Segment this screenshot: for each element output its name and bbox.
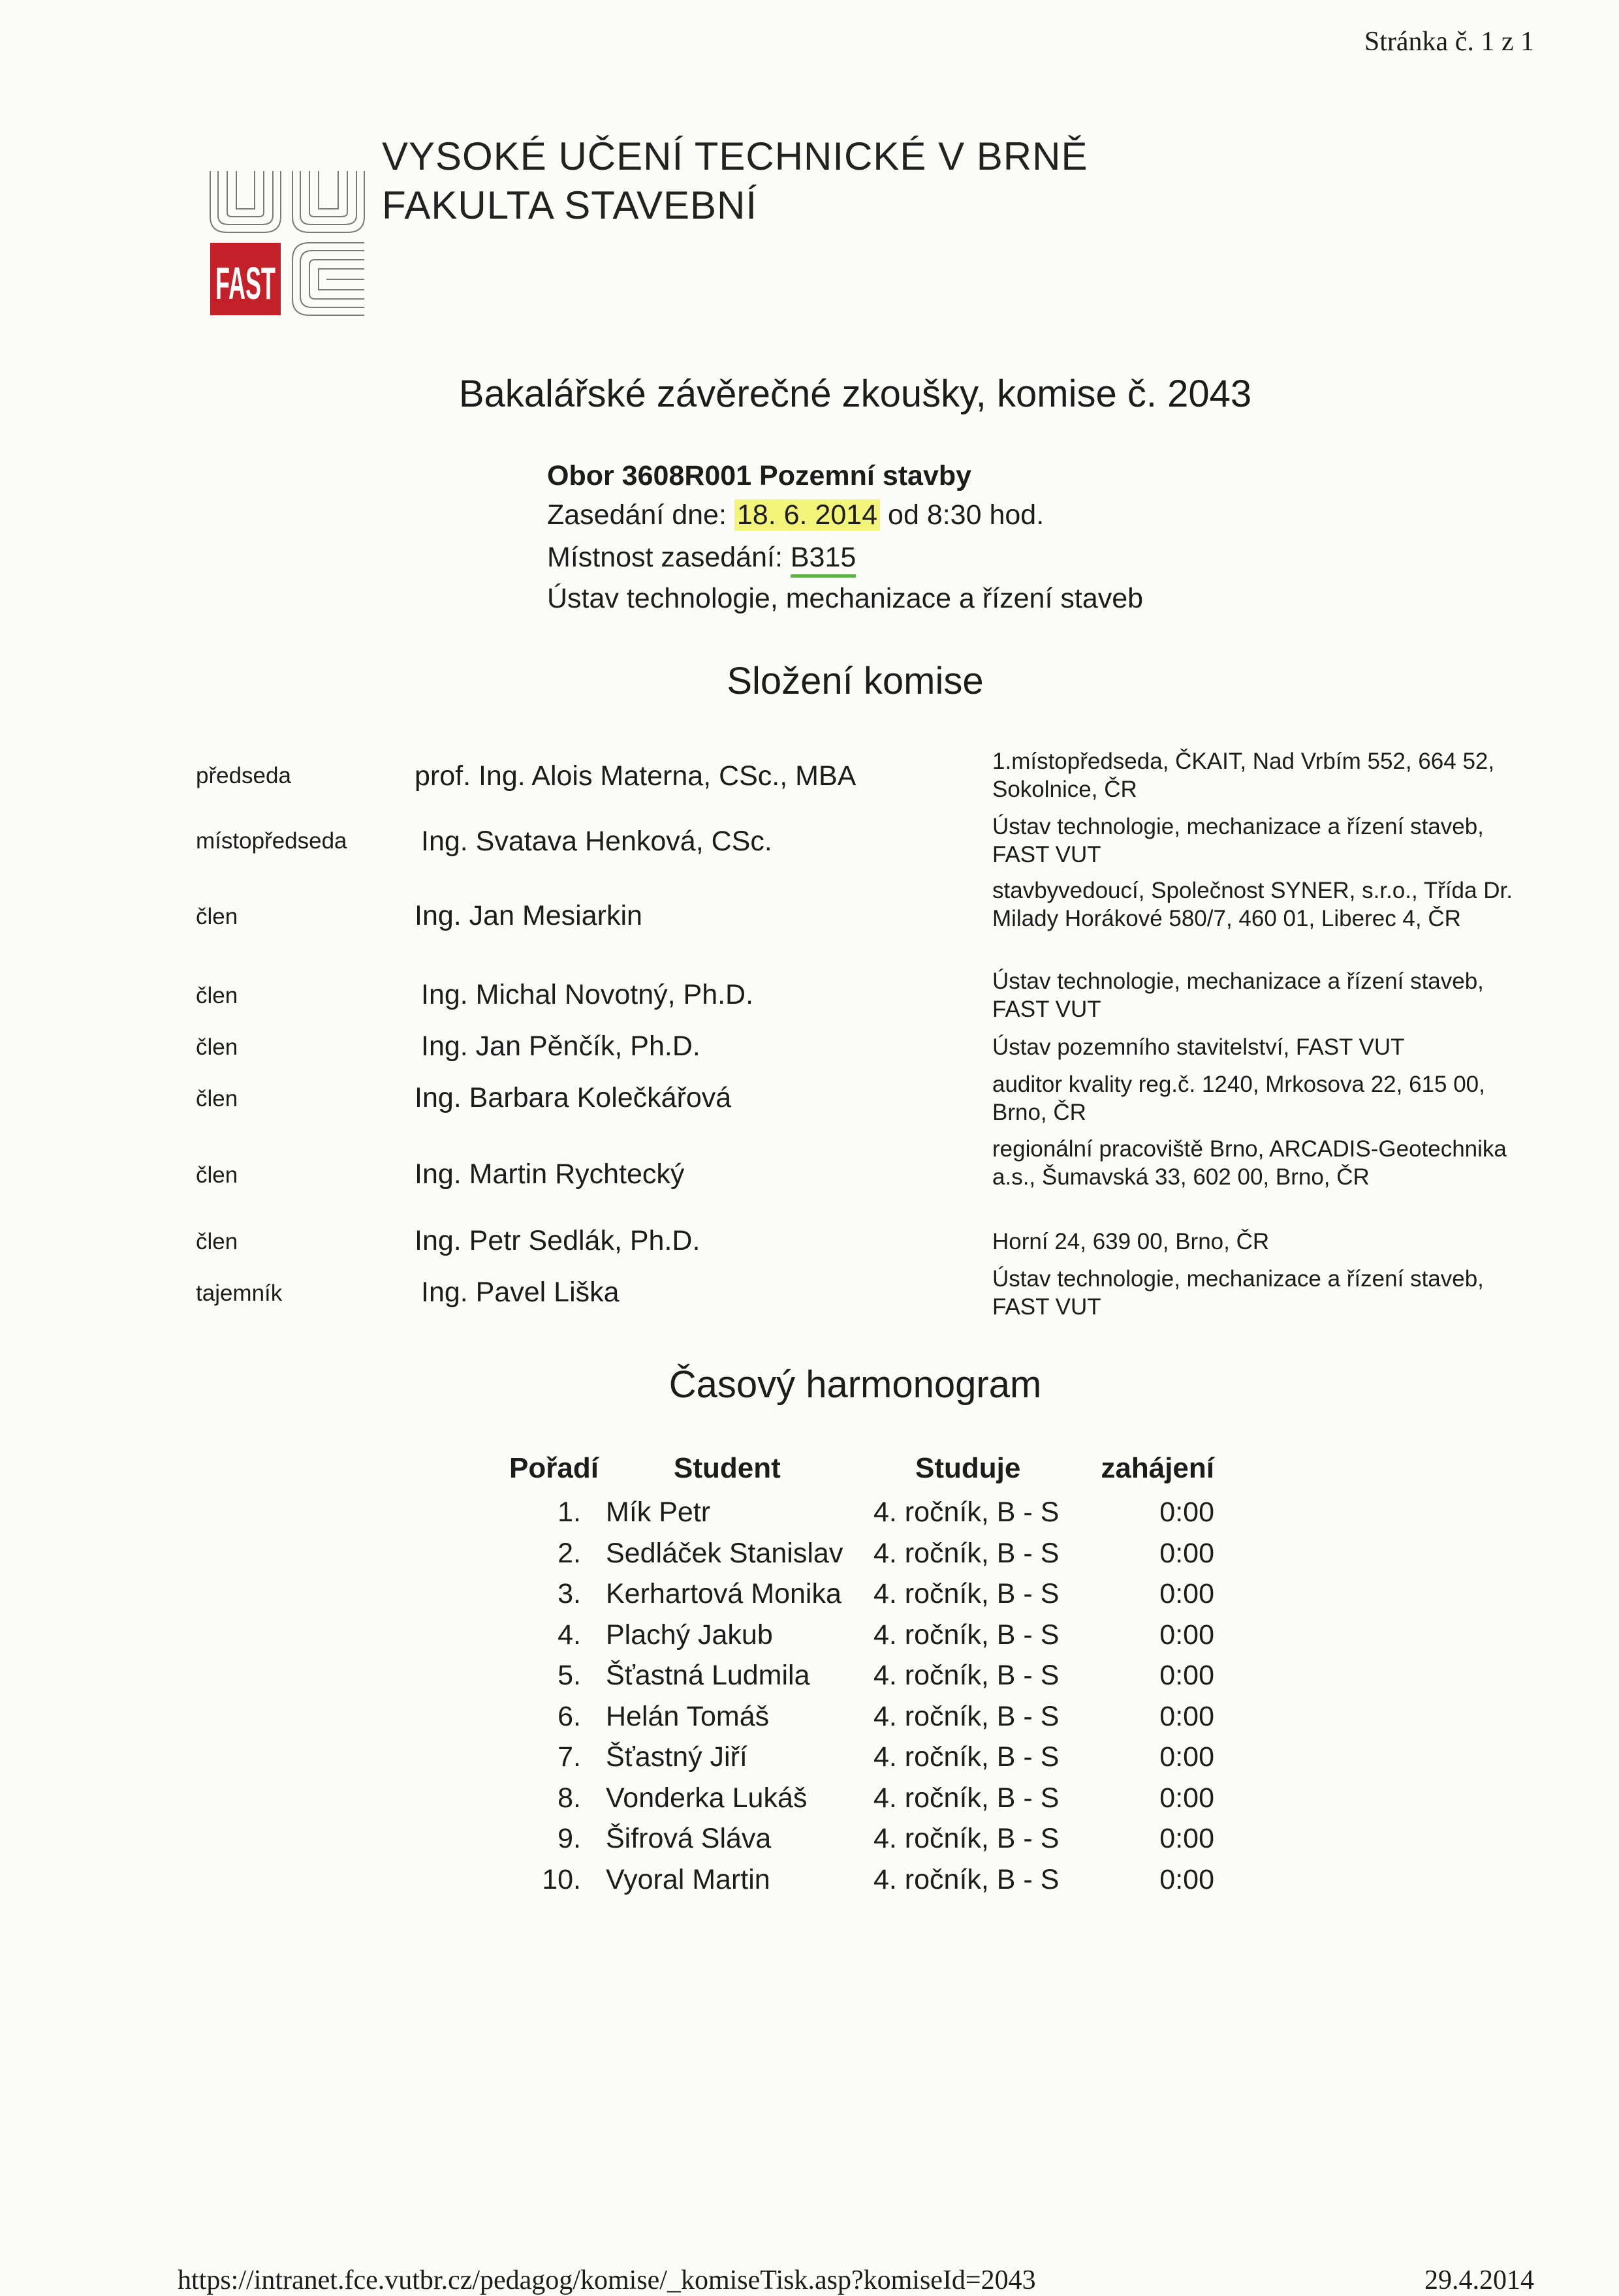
row-order: 3. xyxy=(558,1578,581,1609)
row-order: 4. xyxy=(558,1619,581,1651)
row-order: 6. xyxy=(558,1701,581,1732)
logo-text: FAST xyxy=(215,258,275,309)
row-start: 0:00 xyxy=(1159,1578,1214,1609)
table-row xyxy=(496,1782,1214,1823)
row-student: Vyoral Martin xyxy=(606,1864,770,1895)
row-student: Šifrová Sláva xyxy=(606,1823,772,1854)
committee-affiliation: auditor kvality reg.č. 1240, Mrkosova 22, 615 00, Brno, ČR xyxy=(992,1072,1485,1125)
field-of-study: Obor 3608R001 Pozemní stavby xyxy=(547,460,972,491)
table-row xyxy=(496,1497,1214,1537)
composition-heading: Složení komise xyxy=(727,660,984,702)
row-study: 4. ročník, B - S xyxy=(873,1497,1060,1528)
committee-role: tajemník xyxy=(196,1280,283,1306)
row-study: 4. ročník, B - S xyxy=(873,1864,1060,1895)
committee-role: předseda xyxy=(196,763,291,788)
committee-role: člen xyxy=(196,1229,238,1254)
session-date-line xyxy=(547,499,1044,531)
table-row xyxy=(496,1701,1214,1741)
row-student: Vonderka Lukáš xyxy=(606,1782,808,1814)
committee-affiliation: 1.místopředseda, ČKAIT, Nad Vrbím 552, 664 52, Sokolnice, ČR xyxy=(992,749,1495,802)
committee-role: člen xyxy=(196,1086,238,1111)
committee-affiliation: regionální pracoviště Brno, ARCADIS-Geotechnika a.s., Šumavská 33, 602 00, Brno, ČR xyxy=(992,1136,1507,1190)
row-student: Plachý Jakub xyxy=(606,1619,773,1651)
committee-name: Ing. Svatava Henková, CSc. xyxy=(421,826,772,857)
row-student: Sedláček Stanislav xyxy=(606,1538,843,1569)
committee-role: člen xyxy=(196,983,238,1008)
row-study: 4. ročník, B - S xyxy=(873,1660,1060,1691)
committee-affiliation: Ústav technologie, mechanizace a řízení staveb, FAST VUT xyxy=(992,814,1484,867)
table-row xyxy=(496,1619,1214,1660)
session-label: Zasedání dne: xyxy=(547,499,727,531)
room-label: Místnost zasedání: xyxy=(547,542,783,573)
row-start: 0:00 xyxy=(1159,1660,1214,1691)
row-start: 0:00 xyxy=(1159,1782,1214,1814)
row-start: 0:00 xyxy=(1159,1619,1214,1651)
footer-date: 29.4.2014 xyxy=(1424,2265,1534,2295)
row-order: 7. xyxy=(558,1741,581,1773)
row-order: 5. xyxy=(558,1660,581,1691)
faculty-name: FAKULTA STAVEBNÍ xyxy=(382,183,758,227)
row-student: Kerhartová Monika xyxy=(606,1578,841,1609)
row-start: 0:00 xyxy=(1159,1741,1214,1773)
row-order: 10. xyxy=(542,1864,581,1895)
committee-role: místopředseda xyxy=(196,828,347,854)
header-student: Student xyxy=(674,1452,781,1484)
row-start: 0:00 xyxy=(1159,1497,1214,1528)
header-study: Studuje xyxy=(915,1452,1021,1484)
row-start: 0:00 xyxy=(1159,1538,1214,1569)
committee-name: Ing. Martin Rychtecký xyxy=(415,1158,685,1190)
committee-name: Ing. Jan Pěnčík, Ph.D. xyxy=(421,1031,700,1062)
committee-name: Ing. Barbara Kolečkářová xyxy=(415,1082,732,1113)
committee-affiliation: Ústav technologie, mechanizace a řízení staveb, FAST VUT xyxy=(992,969,1484,1022)
row-order: 2. xyxy=(558,1538,581,1569)
committee-name: Ing. Michal Novotný, Ph.D. xyxy=(421,979,754,1010)
department: Ústav technologie, mechanizace a řízení staveb xyxy=(547,583,1144,614)
table-row xyxy=(496,1864,1214,1904)
row-student: Šťastný Jiří xyxy=(606,1741,747,1773)
footer-url: https://intranet.fce.vutbr.cz/pedagog/komise/_komiseTisk.asp?komiseId=2043 xyxy=(178,2265,1036,2295)
session-time: od 8:30 hod. xyxy=(888,499,1045,531)
table-row xyxy=(496,1578,1214,1619)
document-title: Bakalářské závěrečné zkoušky, komise č. 2043 xyxy=(458,373,1252,415)
committee-affiliation: Horní 24, 639 00, Brno, ČR xyxy=(992,1229,1270,1254)
page-number: Stránka č. 1 z 1 xyxy=(1364,27,1534,57)
committee-name: Ing. Pavel Liška xyxy=(421,1277,620,1308)
committee-role: člen xyxy=(196,904,238,929)
committee-role: člen xyxy=(196,1034,238,1060)
row-start: 0:00 xyxy=(1159,1864,1214,1895)
committee-affiliation: Ústav pozemního stavitelství, FAST VUT xyxy=(992,1034,1405,1060)
table-row xyxy=(496,1823,1214,1863)
row-order: 1. xyxy=(558,1497,581,1528)
room-number: B315 xyxy=(791,542,856,578)
row-study: 4. ročník, B - S xyxy=(873,1538,1060,1569)
header-start: zahájení xyxy=(1101,1452,1214,1484)
row-student: Helán Tomáš xyxy=(606,1701,770,1732)
committee-name: prof. Ing. Alois Materna, CSc., MBA xyxy=(415,760,857,792)
table-row xyxy=(496,1538,1214,1578)
row-study: 4. ročník, B - S xyxy=(873,1701,1060,1732)
row-order: 8. xyxy=(558,1782,581,1814)
institution-name: VYSOKÉ UČENÍ TECHNICKÉ V BRNĚ xyxy=(382,134,1088,178)
committee-affiliation: Ústav technologie, mechanizace a řízení staveb, FAST VUT xyxy=(992,1266,1484,1320)
header-order: Pořadí xyxy=(509,1452,599,1484)
row-student: Mík Petr xyxy=(606,1497,711,1528)
committee-name: Ing. Petr Sedlák, Ph.D. xyxy=(415,1225,700,1256)
table-row xyxy=(496,1660,1214,1700)
schedule-heading: Časový harmonogram xyxy=(668,1363,1042,1406)
row-study: 4. ročník, B - S xyxy=(873,1741,1060,1773)
committee-role: člen xyxy=(196,1162,238,1188)
row-student: Šťastná Ludmila xyxy=(606,1660,810,1691)
row-start: 0:00 xyxy=(1159,1701,1214,1732)
table-row xyxy=(496,1741,1214,1782)
row-study: 4. ročník, B - S xyxy=(873,1619,1060,1651)
committee-affiliation: stavbyvedoucí, Společnost SYNER, s.r.o., Třída Dr. Milady Horákové 580/7, 460 01, Liberec 4, ČR xyxy=(992,878,1513,931)
fast-logo xyxy=(209,157,366,317)
row-study: 4. ročník, B - S xyxy=(873,1823,1060,1854)
room-line xyxy=(547,542,856,574)
row-study: 4. ročník, B - S xyxy=(873,1578,1060,1609)
session-date: 18. 6. 2014 xyxy=(734,499,880,531)
row-study: 4. ročník, B - S xyxy=(873,1782,1060,1814)
committee-name: Ing. Jan Mesiarkin xyxy=(415,900,642,931)
row-start: 0:00 xyxy=(1159,1823,1214,1854)
row-order: 9. xyxy=(558,1823,581,1854)
